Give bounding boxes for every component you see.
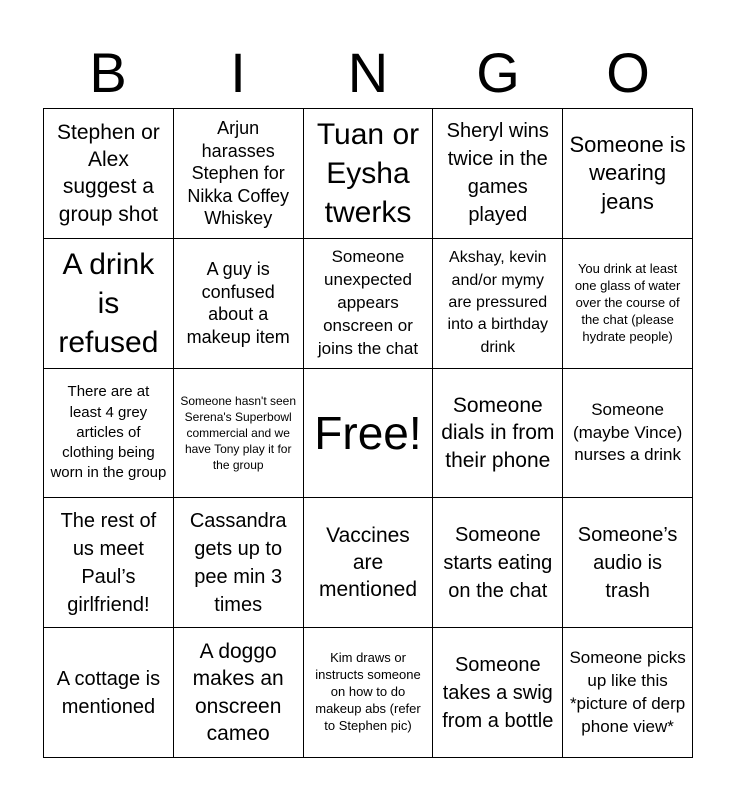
bingo-cell-text: Someone picks up like this *picture of derp phone view* xyxy=(569,647,686,736)
bingo-cell-text: Someone takes a swig from a bottle xyxy=(442,653,554,732)
bingo-cell[interactable] xyxy=(304,239,434,369)
bingo-cell-text: Someone’s audio is trash xyxy=(577,523,678,602)
bingo-cell-text: A doggo makes an onscreen cameo xyxy=(192,640,284,745)
bingo-cell[interactable] xyxy=(563,498,693,628)
bingo-free-space[interactable] xyxy=(304,369,434,499)
bingo-cell-text: A drink is refused xyxy=(58,247,159,359)
bingo-cell-text: A guy is confused about a makeup item xyxy=(186,259,290,347)
bingo-cell-text: Free! xyxy=(314,406,422,459)
bingo-cell[interactable] xyxy=(433,369,563,499)
bingo-header xyxy=(43,38,693,108)
bingo-cell[interactable] xyxy=(433,239,563,369)
header-letter-o: O xyxy=(606,41,650,104)
bingo-cell[interactable] xyxy=(433,109,563,239)
bingo-cell[interactable] xyxy=(44,109,174,239)
bingo-cell[interactable] xyxy=(563,239,693,369)
bingo-cell-text: Akshay, kevin and/or mymy are pressured into a birthday drink xyxy=(447,249,549,356)
bingo-cell[interactable] xyxy=(174,628,304,758)
bingo-cell-text: Someone dials in from their phone xyxy=(441,394,555,472)
bingo-cell-text: Someone hasn't seen Serena's Superbowl commercial and we have Tony play it for the group xyxy=(180,393,297,473)
bingo-cell-text: Someone starts eating on the chat xyxy=(443,523,553,602)
bingo-cell[interactable] xyxy=(433,628,563,758)
bingo-cell[interactable] xyxy=(44,498,174,628)
bingo-cell-text: Cassandra gets up to pee min 3 times xyxy=(189,509,287,616)
bingo-cell[interactable] xyxy=(304,628,434,758)
bingo-cell-text: Tuan or Eysha twerks xyxy=(316,117,420,229)
bingo-cell-text: Stephen or Alex suggest a group shot xyxy=(57,120,160,226)
bingo-cell-text: Someone is wearing jeans xyxy=(569,131,686,214)
header-letter-i: I xyxy=(230,41,246,104)
bingo-cell[interactable] xyxy=(304,498,434,628)
bingo-cell[interactable] xyxy=(44,628,174,758)
bingo-cell-text: Sheryl wins twice in the games played xyxy=(446,120,549,227)
header-letter-b: B xyxy=(89,41,127,104)
bingo-cell[interactable] xyxy=(174,239,304,369)
bingo-cell-text: You drink at least one glass of water over the course of the chat (please hydrate people) xyxy=(574,260,681,344)
bingo-cell[interactable] xyxy=(44,239,174,369)
bingo-cell[interactable] xyxy=(563,628,693,758)
bingo-cell[interactable] xyxy=(433,498,563,628)
bingo-cell[interactable] xyxy=(44,369,174,499)
bingo-cell-text: The rest of us meet Paul’s girlfriend! xyxy=(60,509,157,616)
bingo-cell[interactable] xyxy=(174,498,304,628)
bingo-cell-text: A cottage is mentioned xyxy=(56,667,161,718)
bingo-cell[interactable] xyxy=(563,369,693,499)
bingo-cell-text: Someone unexpected appears onscreen or joins the chat xyxy=(317,246,419,358)
header-letter-g: G xyxy=(476,41,520,104)
bingo-cell[interactable] xyxy=(174,109,304,239)
bingo-cell[interactable] xyxy=(563,109,693,239)
header-letter-n: N xyxy=(347,41,389,104)
bingo-cell[interactable] xyxy=(304,109,434,239)
bingo-cell-text: Vaccines are mentioned xyxy=(318,523,418,602)
bingo-cell-text: Arjun harasses Stephen for Nikka Coffey Whiskey xyxy=(187,118,290,229)
bingo-board xyxy=(43,108,693,758)
bingo-cell[interactable] xyxy=(174,369,304,499)
bingo-cell-text: Someone (maybe Vince) nurses a drink xyxy=(572,399,683,465)
bingo-cell-text: There are at least 4 grey articles of clothing being worn in the group xyxy=(50,383,167,482)
bingo-cell-text: Kim draws or instructs someone on how to do makeup abs (refer to Stephen pic) xyxy=(315,650,421,733)
